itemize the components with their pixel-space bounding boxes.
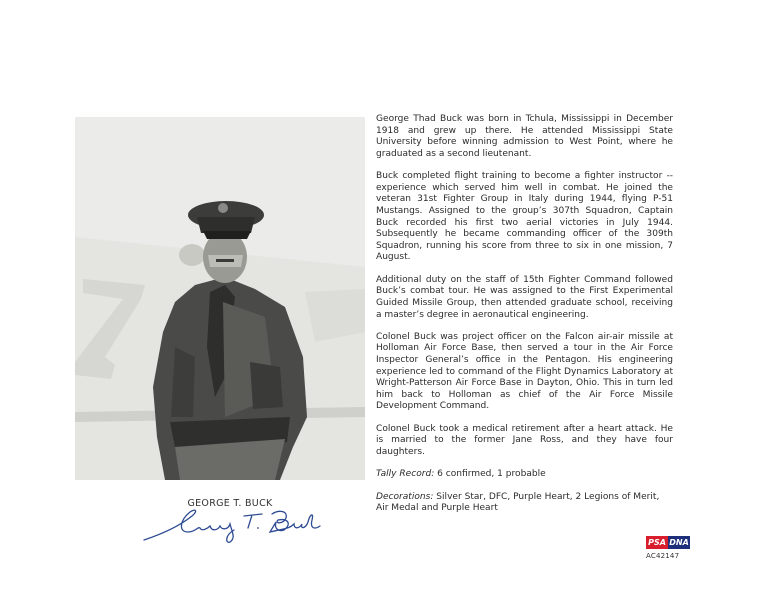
tally-label: Tally Record: xyxy=(376,469,435,480)
tally-record xyxy=(376,469,673,481)
decorations-label: Decorations: xyxy=(376,491,434,502)
tally-value: 6 confirmed, 1 probable xyxy=(437,469,546,480)
signature xyxy=(138,506,328,546)
bio-paragraph: Colonel Buck was project officer on the Falcon air-air missile at Holloman Air Force Base, then served a tour in the Air Force Inspector General’s office in the Pentagon. His engineering experience led to command of the Flight Dynamics Laboratory at Wright-Patterson Air Force Base in Dayton, Ohio. This in turn led him back to Holloman as chief of the Air Force Missile Development Command. xyxy=(376,331,673,412)
photo-caption: GEORGE T. BUCK xyxy=(187,498,273,509)
biography-text xyxy=(376,114,673,526)
portrait-photo xyxy=(75,117,365,480)
bio-paragraph: Buck completed flight training to become a fighter instructor -- experience which served him well in combat. He joined the veteran 31st Fighter Group in Italy during 1944, flying P-51 Mustangs. Assigned to the group’s 307th Squadron, Captain Buck recorded his first two aerial victories in July 1944. Subsequently he became commanding officer of the 309th Squadron, running his score from three to six in one mission, 7 August. xyxy=(376,171,673,263)
dna-logo-part: DNA xyxy=(669,538,689,547)
pilot-portrait-image xyxy=(75,117,365,480)
certificate-number: AC42147 xyxy=(646,552,680,560)
bio-paragraph: Colonel Buck took a medical retirement after a heart attack. He is married to the former Jane Ross, and they have four daughters. xyxy=(376,423,673,458)
decorations xyxy=(376,492,673,515)
bio-paragraph: Additional duty on the staff of 15th Fighter Command followed Buck’s combat tour. He was assigned to the First Experimental Guided Missile Group, then attended graduate school, receiving a master’s degree in aeronautical engineering. xyxy=(376,274,673,320)
bio-paragraph: George Thad Buck was born in Tchula, Mississippi in December 1918 and grew up there. He attended Mississippi State University before winning admission to West Point, where he graduated as a second lieutenant. xyxy=(376,114,673,159)
decorations-value: Silver Star, DFC, Purple Heart, 2 Legions of Merit, Air Medal and Purple Heart xyxy=(376,491,660,514)
psa-dna-logo xyxy=(646,536,690,549)
psa-logo-part: PSA xyxy=(646,536,668,549)
